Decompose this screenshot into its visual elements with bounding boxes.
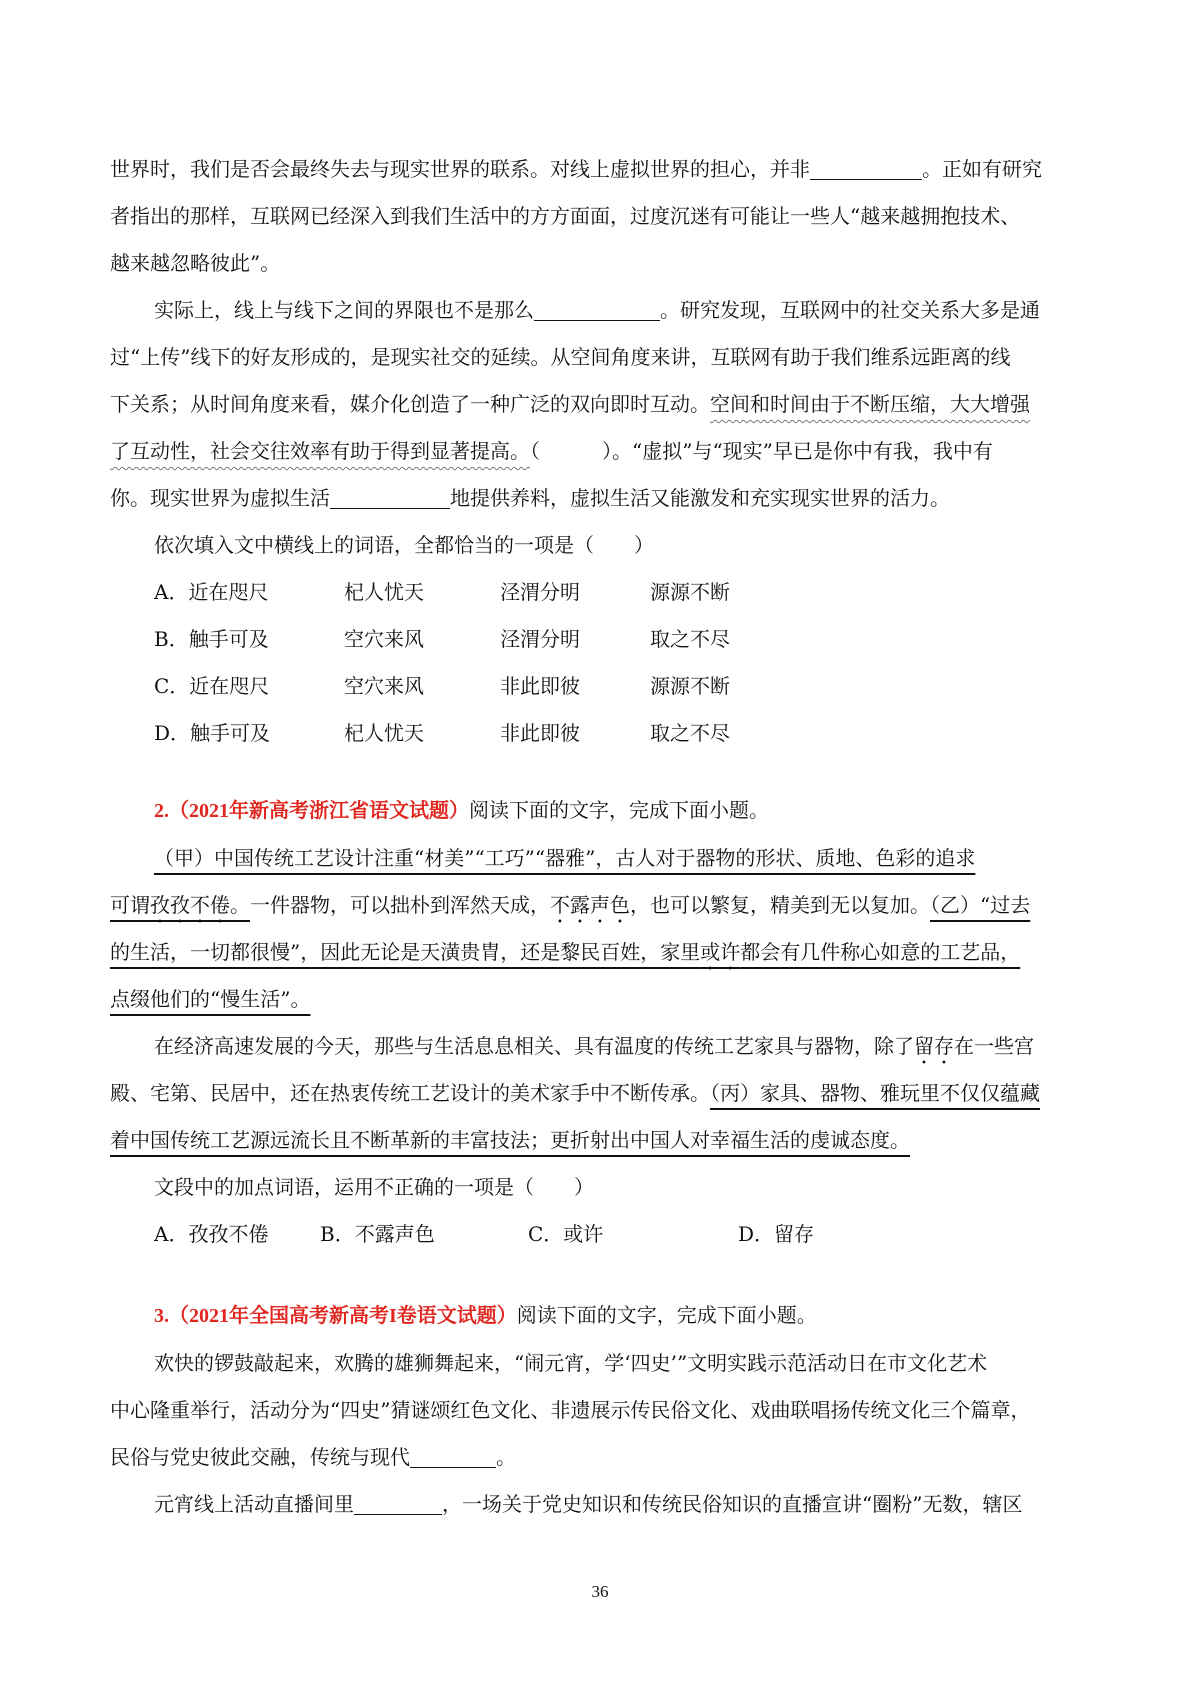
q3-paragraph-1-line-2: 中心隆重举行，活动分为“四史”猜谜颂红色文化、非遗展示传民俗文化、戏曲联唱扬传统文化三个篇章， xyxy=(110,1398,1031,1422)
page-content xyxy=(110,146,1096,1528)
fill-blank[interactable] xyxy=(810,159,922,180)
q3-paragraph-1-line-1: 欢快的锣鼓敲起来，欢腾的雄狮舞起来，“闹元宵，学‘四史’”文明实践示范活动日在市文化艺术 xyxy=(154,1351,988,1375)
q2-paragraph-1-line-1: （甲）中国传统工艺设计注重“材美”“工巧”“器雅”，古人对于器物的形状、质地、色彩的追求 xyxy=(154,846,976,870)
option-row-c[interactable]: C．近在咫尺 空穴来风 非此即彼 源源不断 xyxy=(154,674,730,698)
q1-paragraph-2-line-5: 你。现实世界为虚拟生活 地提供养料，虚拟生活又能激发和充实现实世界的活力。 xyxy=(110,486,950,510)
q2-paragraph-1-line-3: 的生活，一切都很慢”，因此无论是天潢贵胄，还是黎民百姓，家里或许都会有几件称心如意的工艺品， xyxy=(110,940,1021,964)
wavy-underlined-sentence: 空间和时间由于不断压缩，大大增强 xyxy=(710,392,1030,416)
dotted-word: 留存 xyxy=(914,1034,954,1058)
q3-paragraph-2-line-1: 元宵线上活动直播间里 ，一场关于党史知识和传统民俗知识的直播宣讲“圈粉”无数，辖区 xyxy=(154,1492,1023,1516)
q1-options xyxy=(110,569,1096,757)
q2-options xyxy=(110,1211,1096,1258)
fill-blank[interactable] xyxy=(330,488,450,509)
fill-blank[interactable] xyxy=(354,1494,442,1515)
q1-paragraph-2-line-1: 实际上，线上与线下之间的界限也不是那么 。研究发现，互联网中的社交关系大多是通 xyxy=(154,298,1040,322)
q2-paragraph-2-line-3: 着中国传统工艺源远流长且不断革新的丰富技法；更折射出中国人对幸福生活的虔诚态度。 xyxy=(110,1128,910,1152)
q3-number: 3. xyxy=(154,1305,169,1327)
q1-question: 依次填入文中横线上的词语，全都恰当的一项是（ ） xyxy=(154,533,654,557)
q2-heading: 2.（2021年新高考浙江省语文试题）阅读下面的文字，完成下面小题。 xyxy=(154,798,769,822)
q1-paragraph-2-line-2: 过“上传”线下的好友形成的，是现实社交的延续。从空间角度来讲，互联网有助于我们维系远距离的线 xyxy=(110,345,1011,369)
option-row-b[interactable]: B．触手可及 空穴来风 泾渭分明 取之不尽 xyxy=(154,627,730,651)
q1-paragraph-1-line-2: 者指出的那样，互联网已经深入到我们生活中的方方面面，过度沉迷有可能让一些人“越来越拥抱技术、 xyxy=(110,204,1021,228)
q2-option-c[interactable]: C．或许 xyxy=(528,1222,604,1246)
q3-heading: 3.（2021年全国高考新高考I卷语文试题）阅读下面的文字，完成下面小题。 xyxy=(154,1303,817,1327)
q3-source: （2021年全国高考新高考I卷语文试题） xyxy=(169,1305,517,1327)
q2-option-b[interactable]: B．不露声色 xyxy=(320,1222,435,1246)
q1-paragraph-2-line-3: 下关系；从时间角度来看，媒介化创造了一种广泛的双向即时互动。空间和时间由于不断压缩，大大增强 xyxy=(110,392,1030,416)
q2-option-d[interactable]: D．留存 xyxy=(738,1222,815,1246)
q2-paragraph-1-line-2: 可谓孜孜不倦。一件器物，可以拙朴到浑然天成，不露声色，也可以繁复，精美到无以复加。（乙）“过去 xyxy=(110,893,1031,917)
wavy-underlined-sentence: 了互动性，社会交往效率有助于得到显著提高。 xyxy=(110,439,530,463)
option-row-a[interactable]: A．近在咫尺 杞人忧天 泾渭分明 源源不断 xyxy=(154,580,730,604)
option-row-d[interactable]: D．触手可及 杞人忧天 非此即彼 取之不尽 xyxy=(154,721,730,745)
dotted-word: 不露声色 xyxy=(550,893,630,917)
dotted-word: 孜孜不倦 xyxy=(150,893,230,917)
q2-paragraph-2-line-1: 在经济高速发展的今天，那些与生活息息相关、具有温度的传统工艺家具与器物，除了留存在一些宫 xyxy=(154,1034,1034,1058)
q2-paragraph-1-line-4: 点缀他们的“慢生活”。 xyxy=(110,987,311,1011)
q1-paragraph-1-line-3: 越来越忽略彼此”。 xyxy=(110,251,281,275)
fill-blank[interactable] xyxy=(410,1447,496,1468)
q2-paragraph-2-line-2: 殿、宅第、民居中，还在热衷传统工艺设计的美术家手中不断传承。（丙）家具、器物、雅玩里不仅仅蕴藏 xyxy=(110,1081,1040,1105)
q1-paragraph-1-line-1: 世界时，我们是否会最终失去与现实世界的联系。对线上虚拟世界的担心，并非 。正如有研究 xyxy=(110,157,1042,181)
q3-paragraph-1-line-3: 民俗与党史彼此交融，传统与现代 。 xyxy=(110,1445,516,1469)
page-number: 36 xyxy=(591,1582,609,1601)
q2-question: 文段中的加点词语，运用不正确的一项是（ ） xyxy=(154,1175,594,1199)
q2-source: （2021年新高考浙江省语文试题） xyxy=(169,800,469,822)
q1-paragraph-2-line-4: 了互动性，社会交往效率有助于得到显著提高。（ ）。“虚拟”与“现实”早已是你中有我，我中有 xyxy=(110,439,993,463)
q2-option-a[interactable]: A．孜孜不倦 xyxy=(154,1222,269,1246)
dotted-word: 或许 xyxy=(700,940,741,964)
q2-number: 2. xyxy=(154,800,169,822)
fill-blank[interactable] xyxy=(534,300,660,321)
